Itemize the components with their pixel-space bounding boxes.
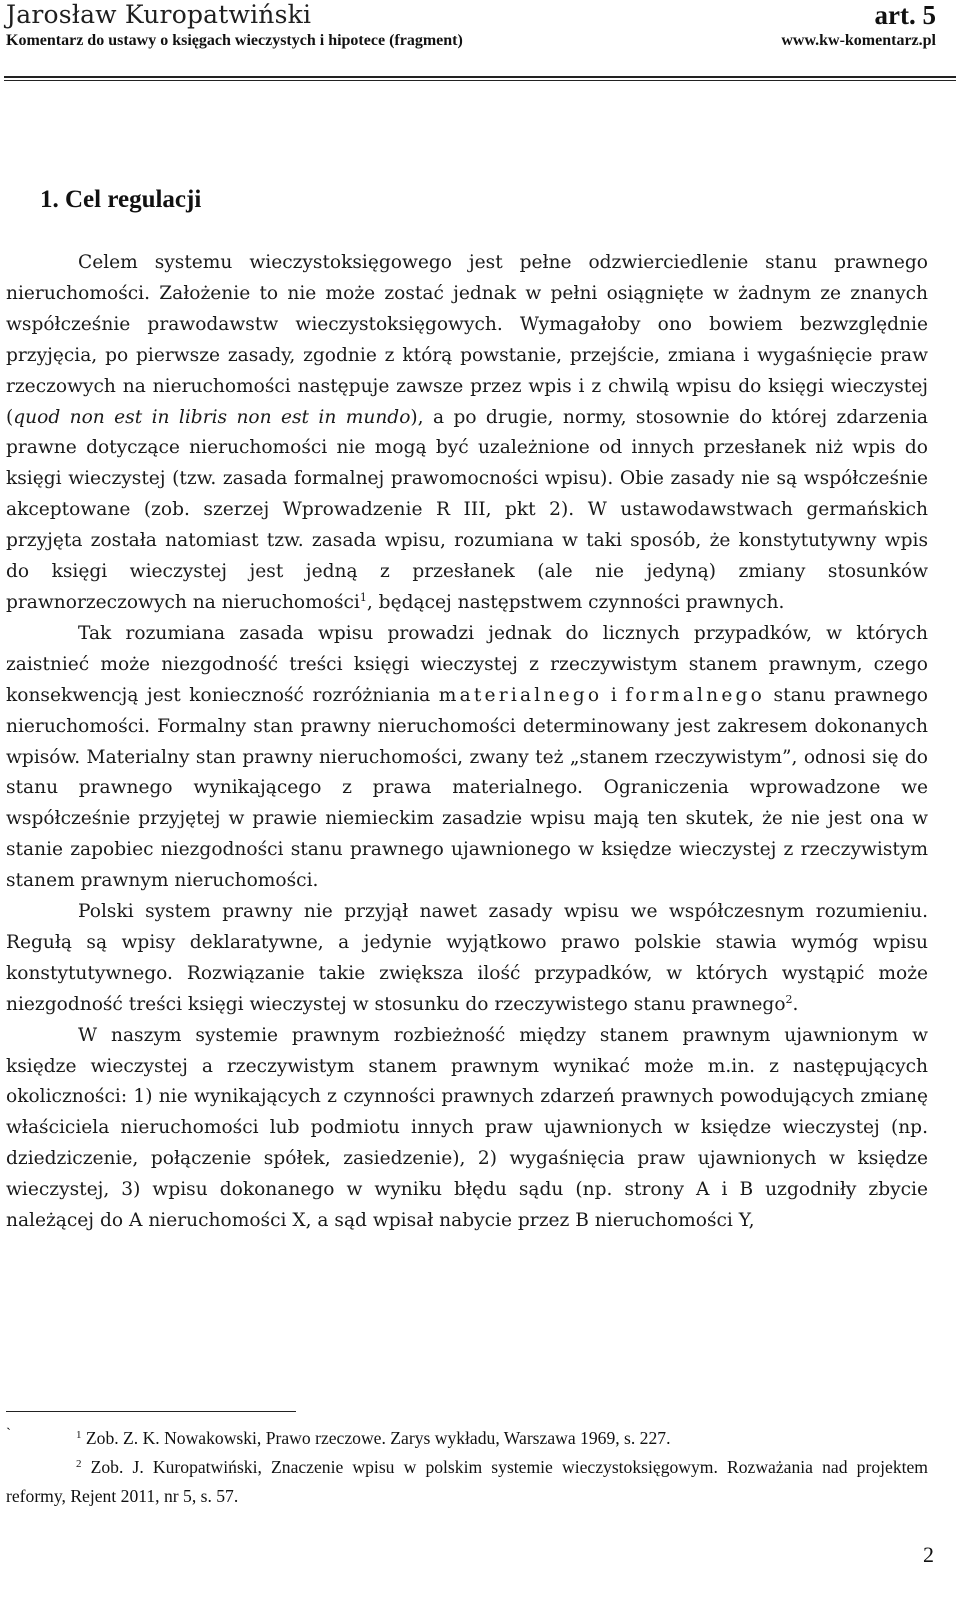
header-divider bbox=[4, 76, 956, 78]
footnote-tick-mark: ` bbox=[6, 1426, 11, 1442]
footnote-ref-1: 1 bbox=[359, 590, 367, 604]
header-divider-thin bbox=[4, 80, 956, 81]
header-article-number: art. 5 bbox=[874, 0, 936, 30]
section-title: 1. Cel regulacji bbox=[40, 186, 202, 213]
footnote-ref-2: 2 bbox=[785, 992, 793, 1006]
header-author: Jarosław Kuropatwiński bbox=[6, 0, 312, 29]
paragraph-4: W naszym systemie prawnym rozbieżność między stanem prawnym ujawnionym w księdze wieczystej a rzeczywistym stanem prawnym wynikać może m.in. z następujących okoliczności: 1) nie wynikających z czynności prawnych zdarzeń prawnych powodujących zmianę właściciela nieruchomości lub podmiotu innych praw ujawnionych w księdze wieczystej (np. dziedziczenie, połączenie spółek, zasiedzenie), 2) wygaśnięcia praw ujawnionych w księdze wieczystej, 3) wpisu dokonanego w wyniku błędu sądu (np. strony A i B uzgodniły zbycie należącej do A nieruchomości X, a sąd wpisał nabycie przez B nieruchomości Y, bbox=[6, 1024, 928, 1232]
footnote-2: $^2$ Zob. J. Kuropatwiński, Znaczenie wpisu w polskim systemie wieczystoksięgowym. Rozważania nad projektem reformy, Rejent 2011, nr 5, s. 57. bbox=[6, 1457, 928, 1506]
footnote-divider bbox=[6, 1411, 296, 1412]
footnote-1: $^1$ Zob. Z. K. Nowakowski, Prawo rzeczowe. Zarys wykładu, Warszawa 1969, s. 227. bbox=[76, 1428, 671, 1448]
header-subtitle: Komentarz do ustawy o księgach wieczystych i hipotece (fragment) bbox=[6, 32, 463, 49]
footnotes bbox=[6, 1424, 928, 1511]
latin-maxim: quod non est in libris non est in mundo bbox=[13, 406, 411, 428]
emphasis-formalnego: formalnego bbox=[625, 684, 766, 706]
emphasis-materialnego: materialnego bbox=[438, 684, 603, 706]
header-url: www.kw-komentarz.pl bbox=[781, 32, 936, 49]
paragraph-2: Tak rozumiana zasada wpisu prowadzi jednak do licznych przypadków, w których zaistnieć może niezgodność treści księgi wieczystej z rzeczywistym stanem prawnym, czego konsekwencją jest konieczność rozróżniania materialnego i formalnego stanu prawnego nieruchomości. Formalny stan prawny nieruchomości determinowany jest zakresem dokonanych wpisów. Materialny stan prawny nieruchomości, zwany też „stanem rzeczywistym”, odnosi się do stanu prawnego wynikającego z prawa materialnego. Ograniczenia wprowadzone we współcześnie przyjętej w prawie niemieckim zasadzie wpisu mają ten skutek, że nie jest ona w stanie zapobiec niezgodności stanu prawnego ujawnionego w księdze wieczystej z rzeczywistym stanem prawnym nieruchomości. bbox=[6, 622, 928, 892]
paragraph-3: Polski system prawny nie przyjął nawet zasady wpisu we współczesnym rozumieniu. Regułą są wpisy deklaratywne, a jedynie wyjątkowo prawo polskie stawia wymóg wpisu konstytutywnego. Rozwiązanie takie zwiększa ilość przypadków, w których wystąpić może niezgodność treści księgi wieczystej w stosunku do rzeczywistego stanu prawnego$^2$. bbox=[6, 901, 928, 1015]
paragraph-1: Celem systemu wieczystoksięgowego jest pełne odzwierciedlenie stanu prawnego nieruchomości. Założenie to nie może zostać jednak w pełni osiągnięte w żadnym ze znanych współcześnie prawodawstw wieczystoksięgowych. Wymagałoby ono bowiem bezwzględnie przyjęcia, po pierwsze zasady, zgodnie z którą powstanie, przejście, zmiana i wygaśnięcie praw rzeczowych na nieruchomości następuje zawsze przez wpis i z chwilą wpisu do księgi wieczystej (quod non est in libris non est in mundo), a po drugie, normy, stosownie do której zdarzenia prawne dotyczące nieruchomości nie mogą być uzależnione od innych przesłanek niż wpis do księgi wieczystej (tzw. zasada formalnej prawomocności wpisu). Obie zasady nie są współcześnie akceptowane (zob. szerzej Wprowadzenie R III, pkt 2). W ustawodawstwach germańskich przyjęta została natomiast tzw. zasada wpisu, rozumiana w taki sposób, że konstytutywny wpis do księgi wieczystej jest jedną z przesłanek (ale nie jedyną) zmiany stosunków prawnorzeczowych na nieruchomości$^1$, będącej następstwem czynności prawnych. bbox=[6, 252, 929, 613]
body-text bbox=[6, 248, 928, 1237]
page-number: 2 bbox=[923, 1542, 934, 1567]
